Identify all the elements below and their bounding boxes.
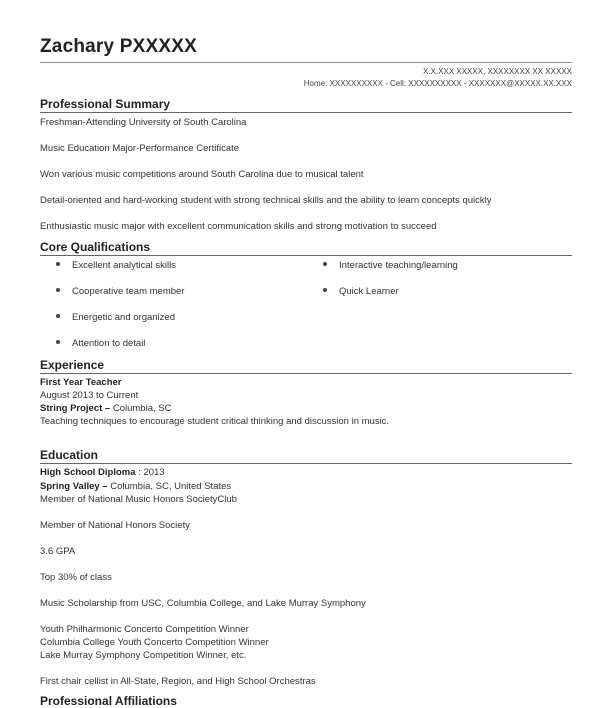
bullet-icon [323, 288, 327, 292]
header-divider [40, 62, 572, 63]
bullet-icon [56, 288, 60, 292]
education-item: First chair cellist in All-State, Region, and High School Orchestras [40, 676, 316, 687]
section-divider-education [40, 463, 572, 464]
job-employer-line: String Project – Columbia, SC [40, 403, 172, 414]
education-item: 3.6 GPA [40, 546, 76, 557]
job-title: First Year Teacher [40, 377, 122, 388]
summary-item: Music Education Major-Performance Certificate [40, 143, 240, 154]
education-item: Top 30% of class [40, 572, 112, 583]
resume-name: Zachary PXXXXX [40, 36, 197, 57]
qualification-item: Interactive teaching/learning [323, 260, 458, 271]
qualification-item: Energetic and organized [56, 312, 175, 323]
qualification-item: Cooperative team member [56, 286, 184, 297]
qualification-item: Attention to detail [56, 338, 145, 349]
job-location: Columbia, SC [112, 403, 172, 414]
contact-phones-email: Home: XXXXXXXXXX - Cell: XXXXXXXXXX - XXXXXXX@XXXXX.XX.XXX [303, 79, 572, 88]
job-dates: August 2013 to Current [40, 390, 139, 401]
section-heading-qualifications: Core Qualifications [40, 240, 151, 254]
education-item: Youth Philharmonic Concerto Competition Winner [40, 624, 249, 635]
section-divider-summary [40, 112, 572, 113]
bullet-icon [56, 314, 60, 318]
education-item: Member of National Honors Society [40, 520, 190, 531]
job-description: Teaching techniques to encourage student critical thinking and discussion in music. [40, 416, 390, 427]
section-divider-qualifications [40, 255, 572, 256]
contact-address: X.X.XXX XXXXX, XXXXXXXX XX XXXXX [423, 67, 572, 76]
section-divider-experience [40, 373, 572, 374]
summary-item: Won various music competitions around South Carolina due to musical talent [40, 169, 364, 180]
bullet-icon [323, 262, 327, 266]
summary-item: Enthusiastic music major with excellent communication skills and strong motivation to succeed [40, 221, 437, 232]
section-heading-affiliations: Professional Affiliations [40, 694, 177, 708]
school-location: Columbia, SC, United States [110, 481, 232, 492]
degree-line: High School Diploma : 2013 [40, 467, 165, 478]
bullet-icon [56, 340, 60, 344]
bullet-icon [56, 262, 60, 266]
job-employer: String Project [40, 403, 103, 414]
qualification-item: Quick Learner [323, 286, 399, 297]
education-item: Member of National Music Honors SocietyClub [40, 494, 237, 505]
degree-year: 2013 [143, 467, 165, 478]
section-heading-experience: Experience [40, 358, 105, 372]
summary-item: Detail-oriented and hard-working student with strong technical skills and the ability to learn concepts quickly [40, 195, 492, 206]
school-line: Spring Valley – Columbia, SC, United States [40, 481, 232, 492]
summary-item: Freshman-Attending University of South Carolina [40, 117, 247, 128]
education-item: Columbia College Youth Concerto Competition Winner [40, 637, 269, 648]
section-heading-education: Education [40, 448, 99, 462]
education-item: Lake Murray Symphony Competition Winner, etc. [40, 650, 247, 661]
school-name: Spring Valley [40, 481, 100, 492]
section-heading-summary: Professional Summary [40, 97, 171, 111]
qualification-item: Excellent analytical skills [56, 260, 176, 271]
degree-title: High School Diploma [40, 467, 136, 478]
education-item: Music Scholarship from USC, Columbia College, and Lake Murray Symphony [40, 598, 366, 609]
